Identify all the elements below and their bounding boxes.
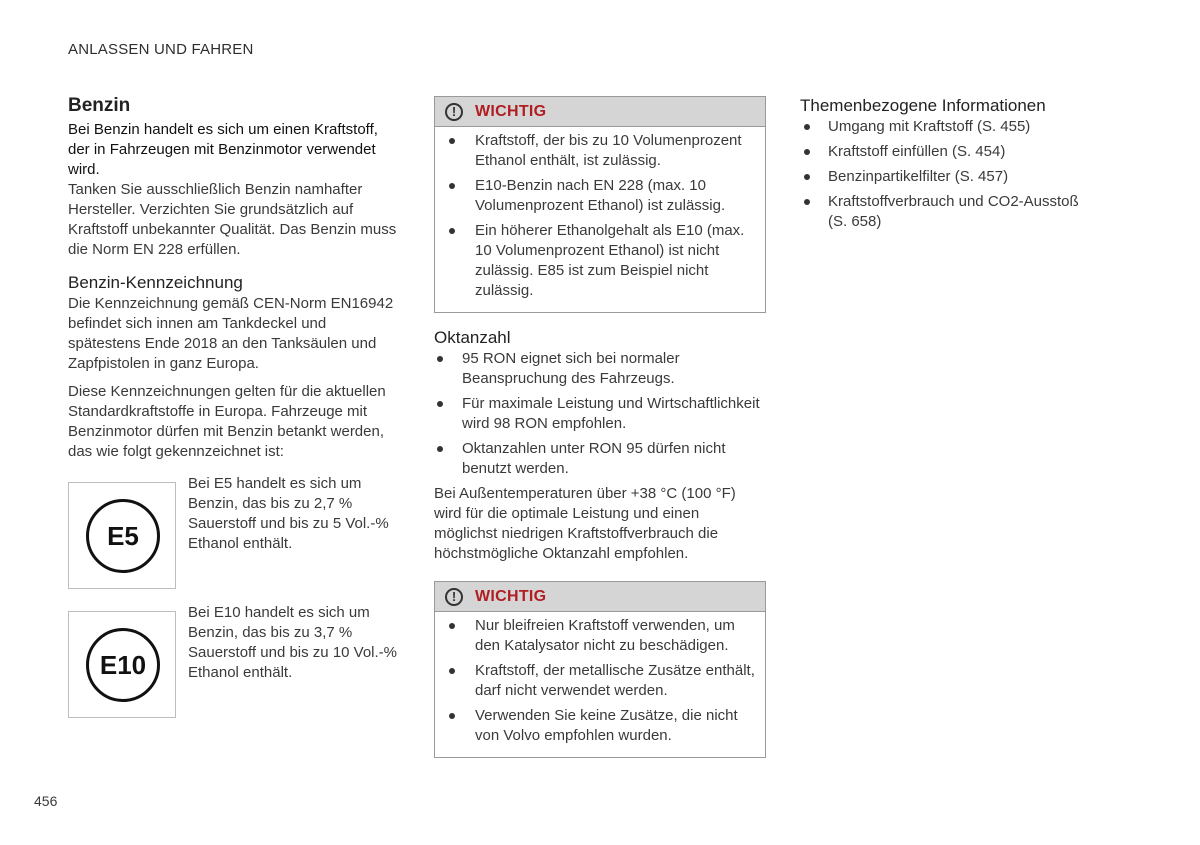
list-item: Kraftstoff, der bis zu 10 Volumenprozent Ethanol enthält, ist zulässig. xyxy=(445,131,755,171)
warning-box-fuel xyxy=(434,581,766,758)
list-item: Verwenden Sie keine Zusätze, die nicht von Volvo empfohlen wurden. xyxy=(445,706,755,746)
e10-symbol: E10 xyxy=(86,628,160,702)
page-number: 456 xyxy=(34,793,58,809)
list-item: Nur bleifreien Kraftstoff verwenden, um den Katalysator nicht zu beschädigen. xyxy=(445,616,755,656)
octane-heading: Oktanzahl xyxy=(434,328,511,347)
label-heading: Benzin-Kennzeichnung xyxy=(68,273,243,292)
section-header: ANLASSEN UND FAHREN xyxy=(68,41,254,58)
exclamation-circle-icon: ! xyxy=(445,588,463,606)
list-item: Oktanzahlen unter RON 95 dürfen nicht benutzt werden. xyxy=(434,439,766,479)
related-link[interactable]: Kraftstoff einfüllen (S. 454) xyxy=(800,142,1100,162)
related-heading: Themenbezogene Informationen xyxy=(800,96,1046,115)
left-column xyxy=(68,94,400,713)
e10-description: Bei E10 handelt es sich um Benzin, das bis zu 3,7 % Sauerstoff und bis zu 10 Vol.-% Ethanol enthält. xyxy=(188,604,398,681)
intro-paragraph: Tanken Sie ausschließlich Benzin namhafter Hersteller. Verzichten Sie grundsätzlich auf Kraftstoff unbekannter Qualität. Das Benzin muss die Norm EN 228 erfüllen. xyxy=(68,181,397,258)
related-link[interactable]: Benzinpartikelfilter (S. 457) xyxy=(800,167,1100,187)
e10-label-image xyxy=(68,611,176,718)
label-paragraph-2: Diese Kennzeichnungen gelten für die aktuellen Standardkraftstoffe in Europa. Fahrzeuge mit Benzinmotor dürfen mit Benzin betankt werden, das wie folgt gekennzeichnet ist: xyxy=(68,383,386,460)
list-item: Ein höherer Ethanolgehalt als E10 (max. 10 Volumenprozent Ethanol) ist nicht zulässig. E85 ist zum Beispiel nicht zulässig. xyxy=(445,221,755,301)
middle-column xyxy=(434,96,766,758)
list-item: 95 RON eignet sich bei normaler Beanspruchung des Fahrzeugs. xyxy=(434,349,766,389)
warning-header xyxy=(435,97,765,127)
exclamation-circle-icon: ! xyxy=(445,103,463,121)
list-item: Kraftstoff, der metallische Zusätze enthält, darf nicht verwendet werden. xyxy=(445,661,755,701)
page-title: Benzin xyxy=(68,95,131,116)
e5-symbol: E5 xyxy=(86,499,160,573)
related-link[interactable]: Umgang mit Kraftstoff (S. 455) xyxy=(800,117,1100,137)
warning-title: WICHTIG xyxy=(475,587,547,605)
warning-title: WICHTIG xyxy=(475,102,547,120)
warning-box-ethanol xyxy=(434,96,766,313)
label-e10 xyxy=(68,603,400,713)
list-item: Für maximale Leistung und Wirtschaftlichkeit wird 98 RON empfohlen. xyxy=(434,394,766,434)
right-column xyxy=(800,95,1100,237)
label-e5 xyxy=(68,474,400,584)
lead-paragraph: Bei Benzin handelt es sich um einen Kraftstoff, der in Fahrzeugen mit Benzinmotor verwendet wird. xyxy=(68,121,378,178)
e5-description: Bei E5 handelt es sich um Benzin, das bis zu 2,7 % Sauerstoff und bis zu 5 Vol.-% Ethanol enthält. xyxy=(188,475,389,552)
label-paragraph-1: Die Kennzeichnung gemäß CEN-Norm EN16942 befindet sich innen am Tankdeckel und spätestens Ende 2018 an den Tanksäulen und Zapfpistolen in ganz Europa. xyxy=(68,295,394,372)
octane-note: Bei Außentemperaturen über +38 °C (100 °F) wird für die optimale Leistung und einen möglichst niedrigen Kraftstoffverbrauch die höchstmögliche Oktanzahl empfohlen. xyxy=(434,485,736,562)
e5-label-image xyxy=(68,482,176,589)
list-item: E10-Benzin nach EN 228 (max. 10 Volumenprozent Ethanol) ist zulässig. xyxy=(445,176,755,216)
related-link[interactable]: Kraftstoffverbrauch und CO2-Ausstoß (S. 658) xyxy=(800,192,1100,232)
warning-header xyxy=(435,582,765,612)
